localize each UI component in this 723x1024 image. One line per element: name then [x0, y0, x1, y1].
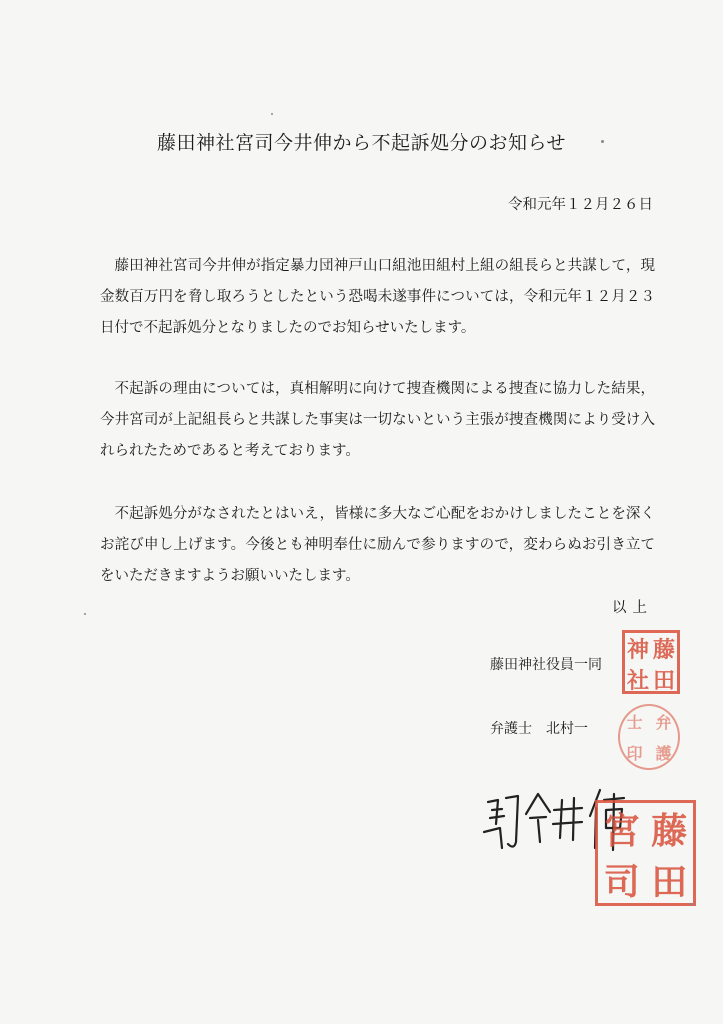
shrine-seal-stamp	[622, 630, 680, 694]
seal-char: 藤	[652, 637, 675, 663]
closing-text: 以上	[612, 600, 653, 616]
scan-speck	[271, 113, 273, 115]
document-date: 令和元年１２月２６日	[508, 197, 653, 213]
seal-char: 印	[626, 744, 643, 763]
priest-seal-stamp	[595, 800, 696, 906]
organization-signatory: 藤田神社役員一同	[490, 657, 602, 673]
scan-speck	[84, 613, 86, 615]
seal-char: 宮	[603, 810, 640, 852]
seal-char: 司	[603, 861, 640, 903]
document-title: 藤田神社宮司今井伸から不起訴処分のお知らせ	[157, 132, 566, 154]
paragraph-1: 藤田神社宮司今井伸が指定暴力団神戸山口組池田組村上組の組長らと共謀して，現金数百万円を脅し取ろうとしたという恐喝未遂事件については，令和元年１２月２３日付で不起訴処分となりましたのでお知らせいたします。	[100, 258, 655, 336]
lawyer-signatory	[490, 718, 588, 738]
lawyer-name: 北村一	[546, 721, 588, 737]
seal-char: 神	[626, 637, 649, 663]
lawyer-title: 弁護士	[490, 721, 532, 737]
lawyer-seal-stamp	[618, 704, 680, 770]
paragraph-3: 不起訴処分がなされたとはいえ，皆様に多大なご心配をおかけしましたことを深くお詫び申し上げます。今後とも神明奉仕に励んで参りますので，変わらぬお引き立てをいただきますようお願いいたします。	[100, 506, 655, 584]
scan-speck	[601, 140, 604, 143]
seal-char: 田	[652, 668, 675, 694]
seal-char: 士	[626, 713, 643, 732]
seal-char: 田	[651, 861, 688, 903]
seal-char: 社	[626, 668, 649, 694]
seal-char: 弁	[655, 713, 672, 732]
scan-speck	[690, 903, 693, 905]
paragraph-2: 不起訴の理由については，真相解明に向けて捜査機関による捜査に協力した結果，今井宮司が上記組長らと共謀した事実は一切ないという主張が捜査機関により受け入れられたためであると考えております。	[100, 381, 655, 459]
seal-char: 護	[655, 744, 672, 763]
seal-char: 藤	[651, 810, 688, 852]
